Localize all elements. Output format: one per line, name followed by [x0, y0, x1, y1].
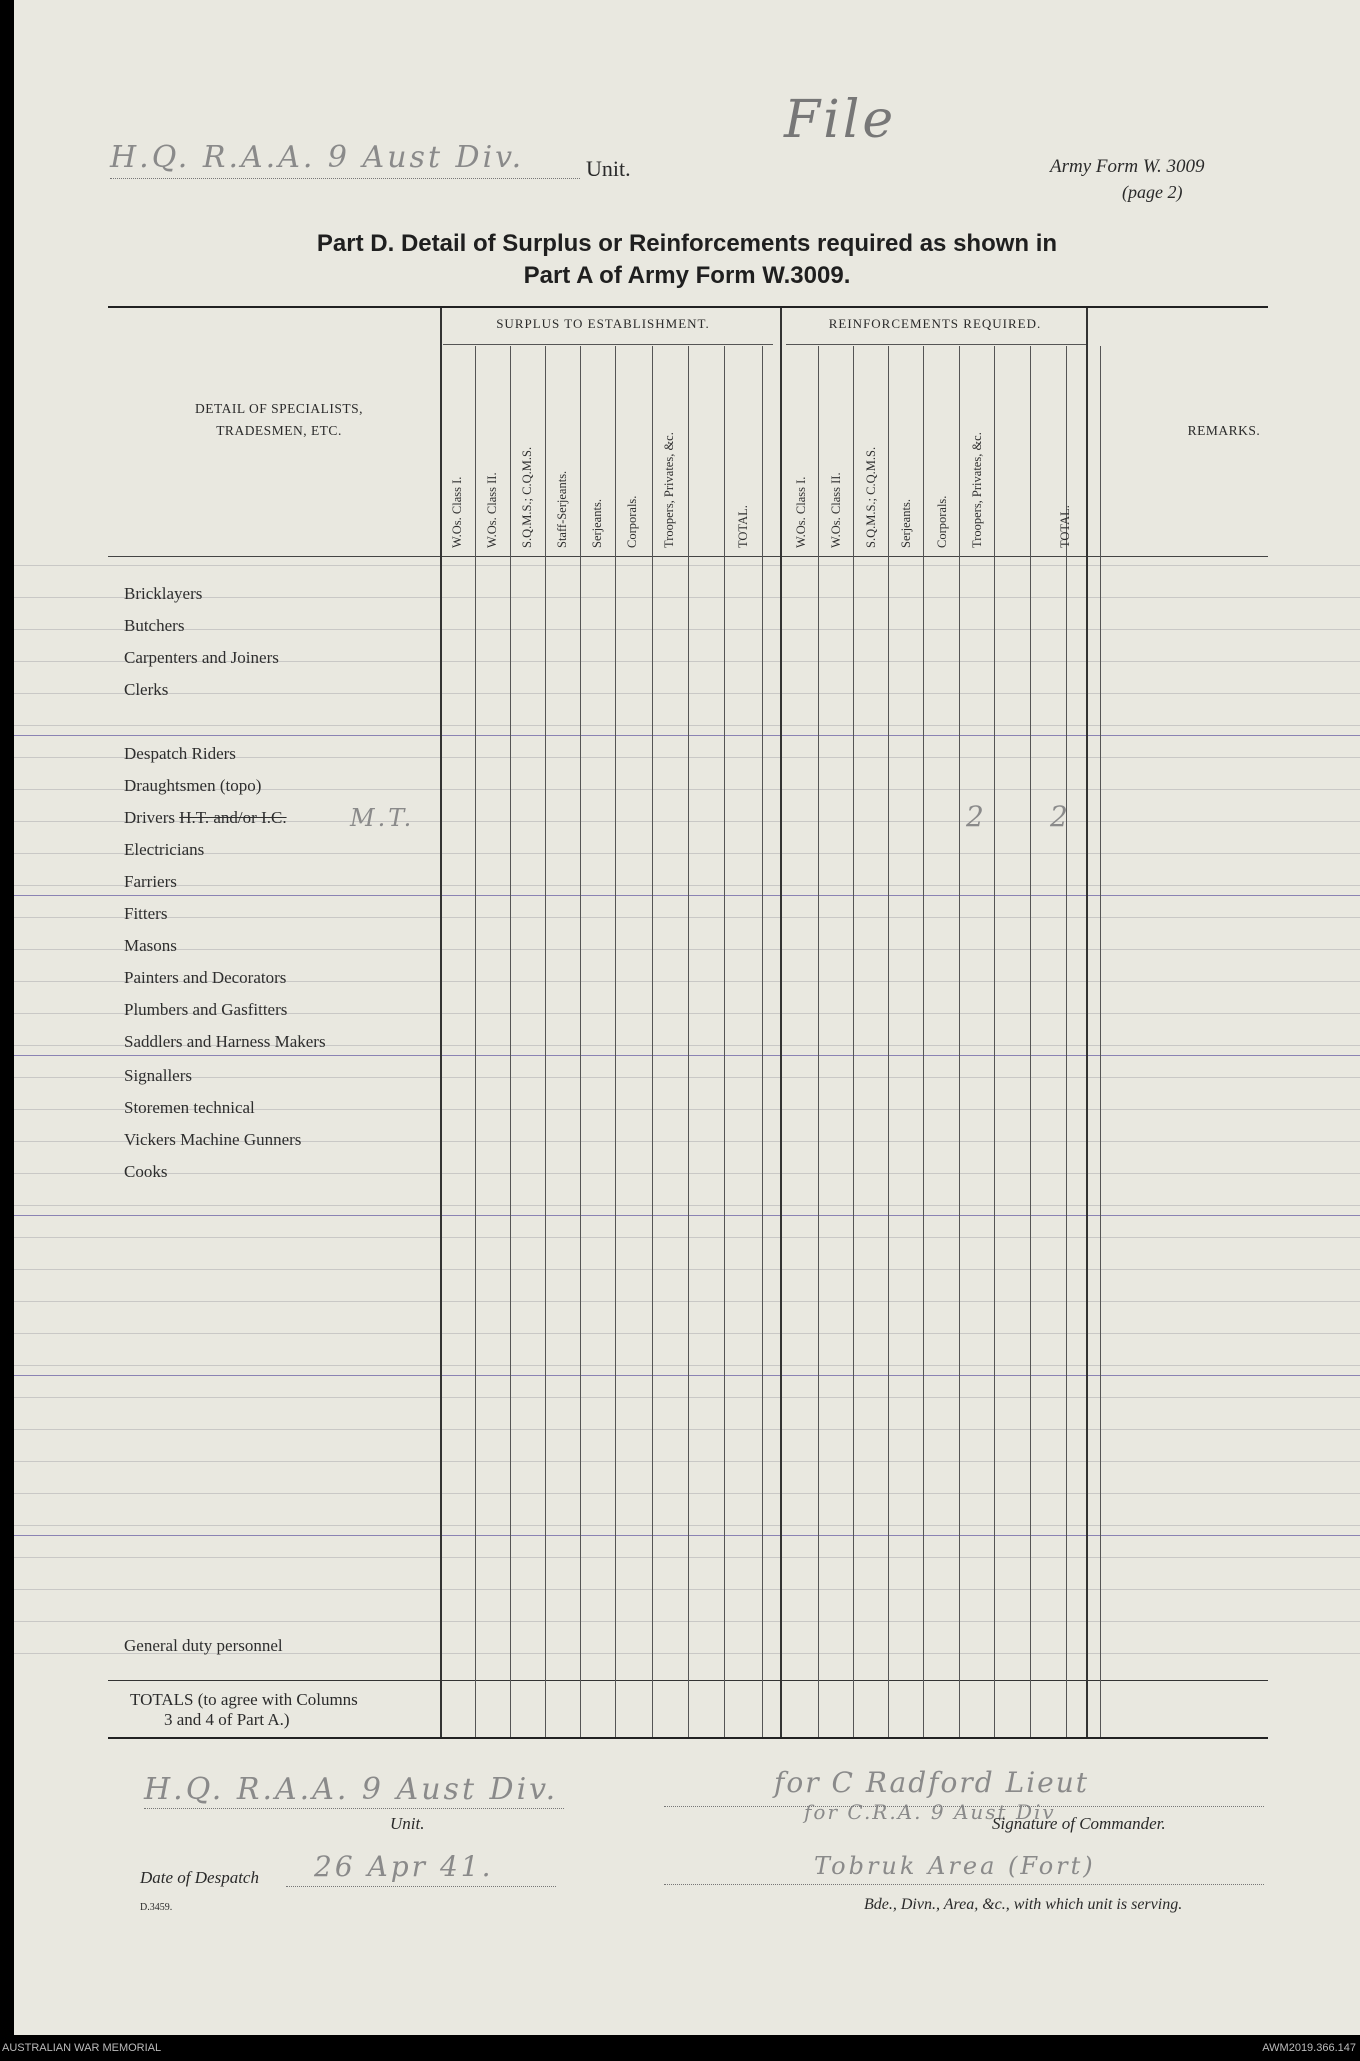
ruled-line	[14, 1077, 1360, 1078]
column-line	[545, 346, 546, 1737]
group-divider	[440, 308, 442, 1737]
detail-header: DETAIL OF SPECIALISTS, TRADESMEN, ETC.	[194, 401, 364, 438]
column-line	[510, 346, 511, 1737]
ruled-line	[14, 725, 1360, 726]
column-line	[818, 346, 819, 1737]
reinforcement-column-header: W.Os. Class II.	[829, 472, 843, 548]
row-label: Fitters	[124, 904, 168, 923]
date-value: 26 Apr 41.	[314, 1850, 494, 1883]
ruled-line	[14, 1493, 1360, 1494]
signature-sub-handwritten: for C.R.A. 9 Aust Div	[804, 1800, 1056, 1824]
ruled-line	[14, 629, 1360, 630]
reinforcement-column-header: W.Os. Class I.	[794, 476, 808, 548]
reinforcement-column-header: Troopers, Privates, &c.	[970, 432, 984, 548]
row-label: Cooks	[124, 1162, 168, 1181]
signature-dotline	[664, 1806, 1264, 1807]
serving-dotline	[664, 1884, 1264, 1885]
column-line	[652, 346, 653, 1737]
group-divider	[780, 308, 782, 1737]
footer-unit-handwritten: H.Q. R.A.A. 9 Aust Div.	[144, 1772, 559, 1807]
ruled-line	[14, 693, 1360, 694]
serving-label: Bde., Divn., Area, &c., with which unit is serving.	[864, 1896, 1183, 1913]
reinforcements-header: REINFORCEMENTS REQUIRED.	[828, 316, 1042, 331]
reinforcement-column-header: TOTAL.	[1058, 505, 1072, 548]
reinforcement-column-header: S.Q.M.S.; C.Q.M.S.	[864, 446, 878, 548]
date-dotline	[286, 1886, 556, 1887]
column-line	[615, 346, 616, 1737]
remarks-header: REMARKS.	[1187, 423, 1261, 438]
ruled-line	[14, 917, 1360, 918]
archive-left: AUSTRALIAN WAR MEMORIAL	[2, 2042, 162, 2054]
ruled-line	[14, 1301, 1360, 1302]
row-label: Masons	[124, 936, 177, 955]
ruled-line	[14, 1621, 1360, 1622]
row-label: Signallers	[124, 1066, 192, 1085]
title-line2: Part A of Army Form W.3009.	[523, 262, 851, 289]
title-line1: Part D. Detail of Surplus or Reinforcements required as shown in	[316, 230, 1058, 257]
unit-label: Unit.	[586, 156, 631, 181]
unit-handwritten: H.Q. R.A.A. 9 Aust Div.	[110, 140, 525, 175]
drivers-mt-handwritten: M.T.	[350, 804, 415, 832]
form-id: Army Form W. 3009	[1050, 156, 1205, 177]
column-line	[994, 346, 995, 1737]
surplus-column-header: Staff-Serjeants.	[555, 470, 569, 548]
group-divider	[1086, 308, 1088, 1737]
general-duty-label: General duty personnel	[124, 1636, 283, 1655]
ruled-line-purple	[14, 1535, 1360, 1536]
row-label: Storemen technical	[124, 1098, 255, 1117]
serving-handwritten: Tobruk Area (Fort)	[814, 1852, 1096, 1880]
surplus-column-header: W.Os. Class II.	[485, 472, 499, 548]
form-code: D.3459.	[140, 1902, 173, 1913]
totals-label-line2: 3 and 4 of Part A.)	[164, 1710, 290, 1729]
ruled-line	[14, 1237, 1360, 1238]
column-line	[1100, 346, 1101, 1737]
reinforcement-column-header: Serjeants.	[899, 499, 913, 548]
row-label: Electricians	[124, 840, 205, 859]
ruled-line	[14, 1525, 1360, 1526]
file-note: File	[784, 90, 897, 150]
row-label: Draughtsmen (topo)	[124, 776, 262, 795]
row-label: Clerks	[124, 680, 169, 699]
surplus-header-rule	[443, 344, 773, 345]
ruled-line	[14, 1461, 1360, 1462]
column-line	[475, 346, 476, 1737]
reinforcements-header-rule	[786, 344, 1086, 345]
ruled-line-purple	[14, 1215, 1360, 1216]
row-label: Farriers	[124, 872, 177, 891]
ruled-line	[14, 853, 1360, 854]
ruled-line	[14, 1397, 1360, 1398]
row-label: Despatch Riders	[124, 744, 236, 763]
drivers-prefix: Drivers	[124, 808, 180, 827]
ruled-line	[14, 565, 1360, 566]
ruled-line	[14, 1269, 1360, 1270]
archive-footer	[0, 2038, 1360, 2061]
ruled-line	[14, 1365, 1360, 1366]
column-line	[688, 346, 689, 1737]
column-line	[923, 346, 924, 1737]
column-line	[580, 346, 581, 1737]
row-label: Bricklayers	[124, 584, 203, 603]
ruled-line	[14, 1173, 1360, 1174]
column-line	[724, 346, 725, 1737]
signature-handwritten: for C Radford Lieut	[774, 1766, 1090, 1799]
table-top-border	[108, 306, 1268, 308]
ruled-line-purple	[14, 895, 1360, 896]
ruled-line	[14, 949, 1360, 950]
ruled-line	[14, 1429, 1360, 1430]
footer-unit-label: Unit.	[390, 1814, 425, 1833]
ruled-line	[14, 885, 1360, 886]
unit-dotline	[110, 178, 580, 179]
row-label: Vickers Machine Gunners	[124, 1130, 302, 1149]
column-line	[853, 346, 854, 1737]
row-label: Saddlers and Harness Makers	[124, 1032, 326, 1051]
surplus-header: SURPLUS TO ESTABLISHMENT.	[496, 316, 710, 331]
drivers-troopers-value: 2	[966, 800, 984, 833]
row-label	[124, 808, 287, 828]
column-line	[888, 346, 889, 1737]
date-label: Date of Despatch	[140, 1868, 259, 1887]
row-label: Painters and Decorators	[124, 968, 287, 987]
surplus-column-header: W.Os. Class I.	[450, 476, 464, 548]
ruled-line	[14, 1333, 1360, 1334]
surplus-column-header: S.Q.M.S.; C.Q.M.S.	[520, 446, 534, 548]
reinforcement-column-header: Corporals.	[935, 495, 949, 548]
column-line	[959, 346, 960, 1737]
ruled-line	[14, 1557, 1360, 1558]
drivers-struck-text: H.T. and/or I.C.	[179, 808, 287, 827]
row-label: Butchers	[124, 616, 185, 635]
ruled-line-purple	[14, 735, 1360, 736]
table-bottom-border	[108, 1737, 1268, 1739]
row-label: Carpenters and Joiners	[124, 648, 279, 667]
archive-right: AWM2019.366.147	[1262, 2042, 1356, 2054]
surplus-column-header: TOTAL.	[736, 505, 750, 548]
row-label: Plumbers and Gasfitters	[124, 1000, 288, 1019]
ruled-line-purple	[14, 1055, 1360, 1056]
totals-label-line1: TOTALS (to agree with Columns	[130, 1690, 358, 1709]
ruled-line	[14, 597, 1360, 598]
surplus-column-header: Troopers, Privates, &c.	[662, 432, 676, 548]
column-line	[762, 346, 763, 1737]
signature-label: Signature of Commander.	[992, 1814, 1166, 1833]
column-line	[1066, 346, 1067, 1737]
ruled-line-purple	[14, 1375, 1360, 1376]
column-line	[1030, 346, 1031, 1737]
page-note: (page 2)	[1122, 182, 1183, 202]
ruled-line	[14, 1589, 1360, 1590]
ruled-line	[14, 1205, 1360, 1206]
form-page	[14, 0, 1360, 2035]
footer-unit-dotline	[144, 1808, 564, 1809]
drivers-total-value: 2	[1050, 800, 1068, 833]
surplus-column-header: Serjeants.	[590, 499, 604, 548]
surplus-column-header: Corporals.	[625, 495, 639, 548]
